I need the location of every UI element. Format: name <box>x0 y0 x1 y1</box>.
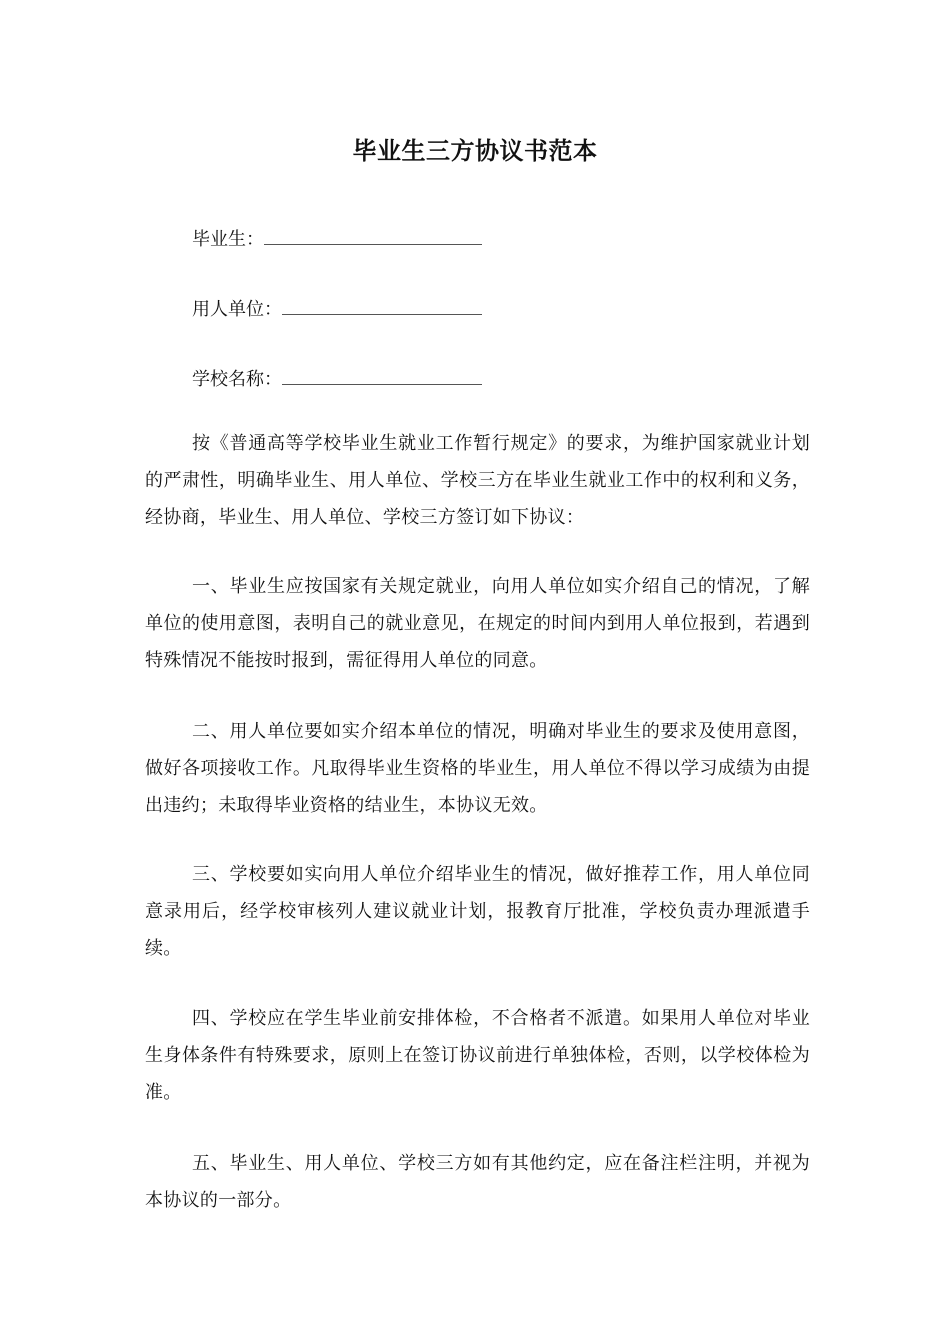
clause-1-paragraph: 一、毕业生应按国家有关规定就业，向用人单位如实介绍自己的情况，了解单位的使用意图，表明自己的就业意见，在规定的时间内到用人单位报到，若遇到特殊情况不能按时报到，需征得用人单位的同意。 <box>145 576 810 671</box>
intro-paragraph: 按《普通高等学校毕业生就业工作暂行规定》的要求，为维护国家就业计划的严肃性，明确毕业生、用人单位、学校三方在毕业生就业工作中的权利和义务，经协商，毕业生、用人单位、学校三方签订如下协议： <box>145 433 810 528</box>
employer-label: 用人单位： <box>192 299 282 320</box>
graduate-label: 毕业生： <box>192 229 264 250</box>
school-field <box>192 364 482 394</box>
employer-blank-line <box>282 294 482 315</box>
clause-2-paragraph: 二、用人单位要如实介绍本单位的情况，明确对毕业生的要求及使用意图，做好各项接收工作。凡取得毕业生资格的毕业生，用人单位不得以学习成绩为由提出违约；未取得毕业资格的结业生，本协议无效。 <box>145 721 810 816</box>
school-label: 学校名称： <box>192 369 282 390</box>
clause-5-paragraph: 五、毕业生、用人单位、学校三方如有其他约定，应在备注栏注明，并视为本协议的一部分。 <box>145 1153 810 1211</box>
document-title: 毕业生三方协议书范本 <box>352 136 598 165</box>
graduate-field <box>192 224 482 254</box>
graduate-blank-line <box>264 224 482 245</box>
clause-3-paragraph: 三、学校要如实向用人单位介绍毕业生的情况，做好推荐工作，用人单位同意录用后，经学校审核列人建议就业计划，报教育厅批准，学校负责办理派遣手续。 <box>145 864 810 959</box>
employer-field <box>192 294 482 324</box>
clause-4-paragraph: 四、学校应在学生毕业前安排体检，不合格者不派遣。如果用人单位对毕业生身体条件有特殊要求，原则上在签订协议前进行单独体检，否则，以学校体检为准。 <box>145 1008 810 1103</box>
school-blank-line <box>282 364 482 385</box>
